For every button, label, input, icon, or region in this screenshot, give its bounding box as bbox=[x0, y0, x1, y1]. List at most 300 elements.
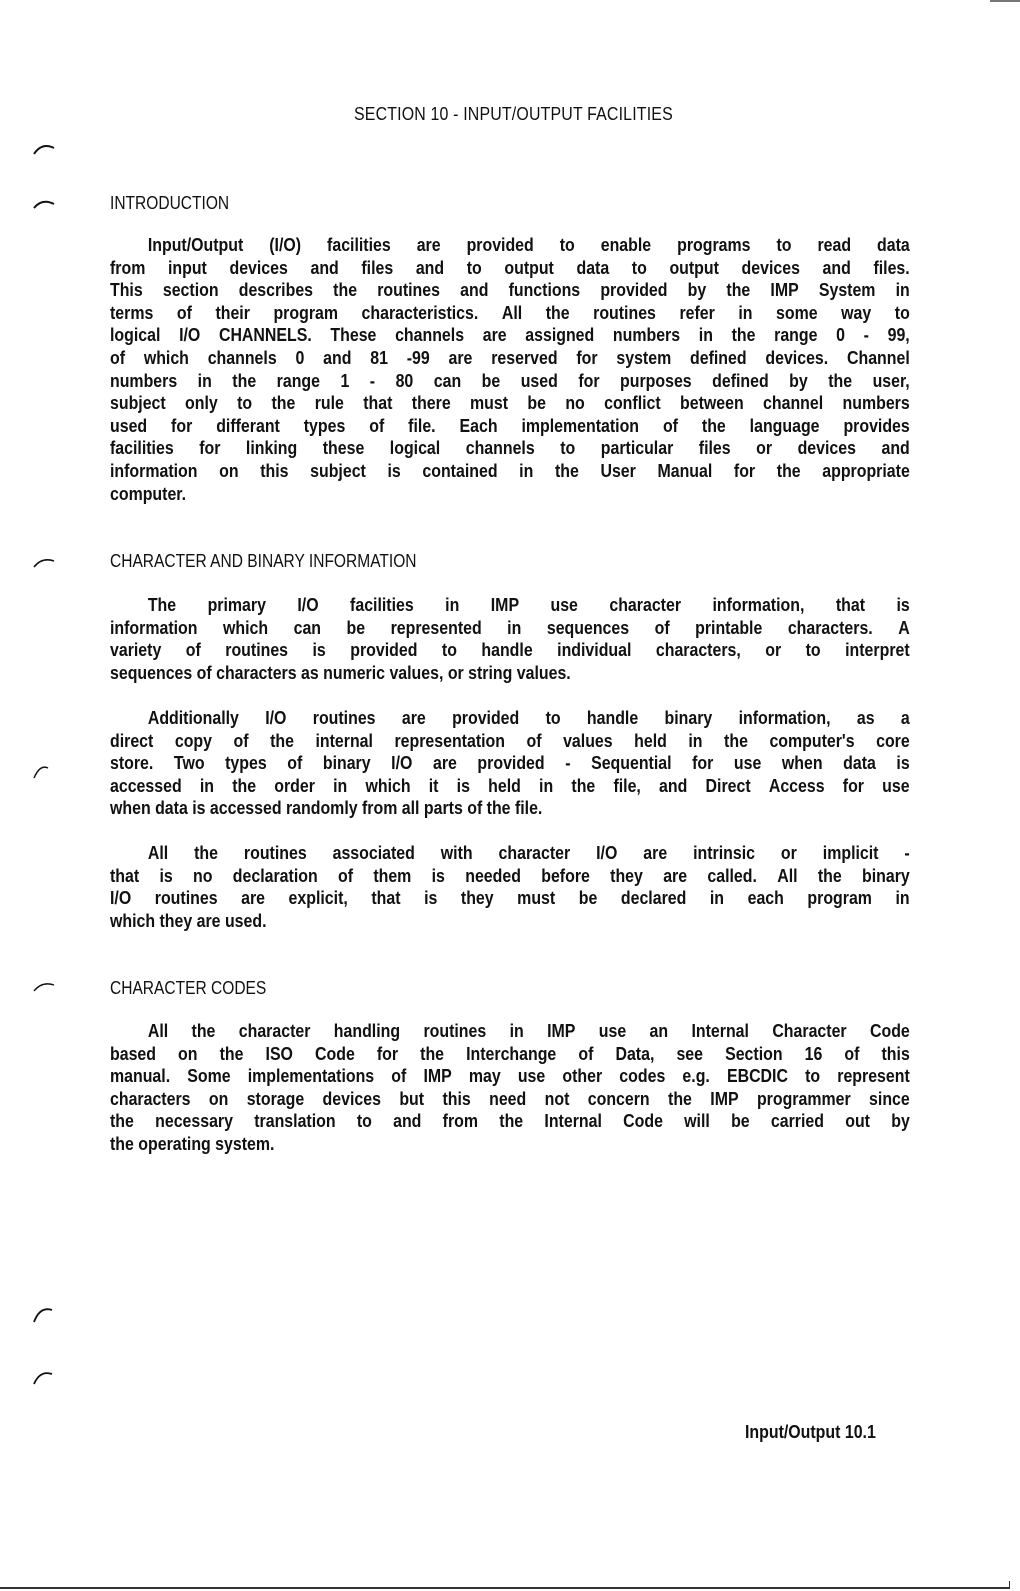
paragraph bbox=[110, 1020, 910, 1156]
word: System bbox=[818, 279, 876, 301]
word: that bbox=[110, 864, 140, 886]
word: All bbox=[777, 864, 798, 886]
word: program bbox=[807, 887, 872, 909]
word: 0 bbox=[836, 324, 845, 346]
word: program bbox=[273, 301, 339, 323]
text-line bbox=[110, 1043, 910, 1066]
word: - bbox=[863, 324, 869, 346]
word: associated bbox=[332, 842, 415, 863]
word: will bbox=[684, 1110, 710, 1132]
text-line bbox=[110, 842, 910, 865]
word: numbers bbox=[612, 324, 681, 346]
word: Each bbox=[459, 414, 498, 436]
word: are bbox=[416, 234, 441, 255]
word: between bbox=[680, 392, 744, 414]
word: since bbox=[869, 1087, 910, 1109]
word: numbers bbox=[842, 392, 910, 414]
word: or bbox=[756, 437, 773, 459]
word: the bbox=[571, 774, 596, 796]
word: Code bbox=[623, 1110, 663, 1132]
word: implementation bbox=[521, 414, 640, 436]
word: input bbox=[167, 256, 207, 278]
word: Section bbox=[725, 1042, 783, 1064]
word: individual bbox=[557, 639, 632, 661]
page-title: SECTION 10 - INPUT/OUTPUT FACILITIES bbox=[354, 103, 673, 124]
word: before bbox=[541, 864, 590, 886]
word: which bbox=[365, 774, 411, 796]
word: EBCDIC bbox=[726, 1065, 788, 1087]
word: I/O bbox=[391, 752, 413, 774]
word: 80 bbox=[395, 369, 414, 391]
word: by bbox=[891, 1110, 910, 1132]
word: IMP bbox=[547, 1020, 576, 1041]
word: to bbox=[631, 256, 647, 278]
word: them bbox=[373, 864, 412, 886]
word: from bbox=[110, 256, 146, 278]
word: and bbox=[310, 256, 339, 278]
word: some bbox=[776, 301, 818, 323]
word: channels bbox=[465, 437, 535, 459]
binder-hole-icon bbox=[32, 553, 56, 577]
word: to bbox=[805, 1065, 821, 1087]
word: the bbox=[726, 279, 751, 301]
word: the bbox=[701, 414, 726, 436]
word: differant bbox=[216, 414, 280, 436]
word: it bbox=[428, 774, 439, 796]
word: contained bbox=[422, 459, 498, 481]
word: particular bbox=[600, 437, 674, 459]
word: information, bbox=[712, 594, 805, 615]
word: routines bbox=[243, 842, 307, 863]
word: refer bbox=[679, 301, 715, 323]
word: appropriate bbox=[822, 459, 910, 481]
word: in bbox=[738, 301, 753, 323]
word: range bbox=[276, 369, 320, 391]
word: that bbox=[363, 392, 393, 414]
word: use bbox=[550, 594, 578, 615]
word: the bbox=[668, 1087, 692, 1109]
word: Data, bbox=[615, 1042, 655, 1064]
word: an bbox=[649, 1020, 669, 1041]
word: on bbox=[178, 1042, 198, 1064]
word: for bbox=[733, 459, 756, 481]
word: to bbox=[466, 256, 482, 278]
word: explicit, bbox=[288, 887, 348, 909]
word: 1 bbox=[340, 369, 350, 391]
text-line bbox=[110, 460, 910, 483]
word: and bbox=[323, 346, 352, 368]
word: internal bbox=[315, 729, 373, 751]
word: facilities bbox=[350, 594, 414, 615]
word: binary bbox=[664, 707, 713, 728]
word: Manual bbox=[657, 459, 713, 481]
word: for bbox=[376, 1042, 399, 1064]
text-line bbox=[110, 752, 910, 775]
page-footer: Input/Output 10.1 bbox=[745, 1421, 876, 1442]
word: declared bbox=[620, 887, 687, 909]
word: information, bbox=[738, 707, 831, 728]
word: be bbox=[481, 369, 501, 391]
word: codes bbox=[619, 1065, 666, 1087]
section-heading: CHARACTER AND BINARY INFORMATION bbox=[110, 550, 417, 571]
word: and bbox=[393, 1110, 422, 1132]
word: the bbox=[219, 1042, 244, 1064]
word: interpret bbox=[845, 639, 910, 661]
word: binary bbox=[862, 864, 910, 886]
word: types bbox=[303, 414, 346, 436]
word: - bbox=[904, 842, 910, 863]
word: characters, bbox=[655, 639, 741, 661]
binder-hole-icon bbox=[32, 196, 56, 220]
word: devices. bbox=[765, 346, 829, 368]
word: for bbox=[692, 752, 714, 774]
word: used bbox=[110, 414, 148, 436]
word: channel bbox=[763, 392, 824, 414]
word: in bbox=[333, 774, 348, 796]
section-heading: CHARACTER CODES bbox=[110, 977, 267, 998]
word: with bbox=[440, 842, 473, 863]
word: and bbox=[415, 256, 445, 278]
word: numbers bbox=[110, 369, 178, 391]
text-line bbox=[110, 324, 910, 347]
word: use bbox=[882, 774, 910, 796]
word: need bbox=[489, 1087, 527, 1109]
word: provided bbox=[466, 234, 534, 255]
word: of bbox=[578, 1042, 594, 1064]
word: intrinsic bbox=[693, 842, 755, 863]
word: use bbox=[733, 752, 762, 774]
word: are bbox=[241, 887, 265, 909]
word: character bbox=[498, 842, 571, 863]
word: the bbox=[333, 279, 358, 301]
word: for bbox=[171, 414, 193, 436]
text-line bbox=[110, 392, 910, 415]
word: Access bbox=[768, 774, 825, 796]
binder-hole-icon bbox=[32, 977, 56, 1001]
word: logical bbox=[110, 324, 161, 346]
word: handle bbox=[586, 707, 639, 728]
word: and bbox=[460, 279, 489, 301]
word: Channel bbox=[846, 346, 910, 368]
word: Direct bbox=[705, 774, 751, 796]
word: in bbox=[895, 887, 910, 909]
word: I/O bbox=[265, 707, 287, 728]
word: Internal bbox=[544, 1110, 602, 1132]
word: of bbox=[287, 752, 303, 774]
word: 0 bbox=[295, 346, 305, 368]
word: from bbox=[442, 1110, 479, 1132]
word: character bbox=[238, 1020, 311, 1041]
word: 99, bbox=[887, 324, 910, 346]
word: IMP bbox=[710, 1087, 739, 1109]
word: facilities bbox=[327, 234, 391, 255]
word: Code bbox=[315, 1042, 355, 1064]
word: provided bbox=[350, 639, 418, 661]
word: 81 bbox=[370, 346, 388, 368]
text-line bbox=[110, 347, 910, 370]
word: the bbox=[232, 774, 257, 796]
word: file. bbox=[408, 414, 436, 436]
word: they bbox=[460, 887, 494, 909]
word: accessed bbox=[110, 774, 182, 796]
word: by bbox=[687, 279, 707, 301]
word: to bbox=[441, 639, 457, 661]
word: -99 bbox=[406, 346, 430, 368]
word: 16 bbox=[804, 1042, 823, 1064]
word: use bbox=[598, 1020, 627, 1041]
word: be bbox=[578, 887, 598, 909]
word: for bbox=[578, 369, 600, 391]
word: sequences bbox=[546, 616, 630, 638]
word: describes bbox=[238, 279, 314, 301]
text-line bbox=[110, 639, 910, 662]
word: be bbox=[346, 616, 366, 638]
word: when bbox=[781, 752, 823, 774]
word: on bbox=[219, 459, 239, 481]
word: of bbox=[369, 414, 385, 436]
word: programs bbox=[677, 234, 751, 255]
word: implementations bbox=[247, 1065, 375, 1087]
word: files. bbox=[873, 256, 910, 278]
word: binary bbox=[322, 752, 371, 774]
word: terms bbox=[110, 301, 154, 323]
binder-hole-icon bbox=[32, 1368, 56, 1392]
word: carried bbox=[770, 1110, 824, 1132]
word: data bbox=[576, 256, 610, 278]
word: channels bbox=[395, 324, 465, 346]
word: Some bbox=[187, 1065, 231, 1087]
word: characters bbox=[110, 1087, 191, 1109]
word: are bbox=[401, 707, 426, 728]
word: only bbox=[185, 392, 218, 414]
word: A bbox=[898, 616, 910, 638]
word: for bbox=[576, 346, 598, 368]
word: out bbox=[845, 1110, 870, 1132]
word: is bbox=[312, 639, 326, 661]
text-line bbox=[110, 234, 910, 257]
word: may bbox=[468, 1065, 501, 1087]
word: see bbox=[676, 1042, 704, 1064]
word: in bbox=[199, 774, 215, 796]
text-line: sequences of characters as numeric values, or string values. bbox=[110, 661, 571, 683]
word: in bbox=[709, 887, 725, 909]
word: the bbox=[731, 324, 756, 346]
word: is bbox=[431, 864, 445, 886]
word: - bbox=[565, 752, 571, 774]
word: the bbox=[828, 369, 853, 391]
word: User bbox=[600, 459, 636, 481]
word: for bbox=[199, 437, 221, 459]
word: must bbox=[470, 392, 509, 414]
word: I/O bbox=[179, 324, 201, 346]
word: are bbox=[643, 842, 668, 863]
word: no bbox=[193, 864, 213, 886]
word: (I/O) bbox=[269, 234, 302, 255]
word: which bbox=[143, 346, 189, 368]
word: devices bbox=[322, 1087, 381, 1109]
word: this bbox=[260, 459, 289, 481]
word: for bbox=[842, 774, 864, 796]
word: data bbox=[843, 752, 876, 774]
word: handle bbox=[481, 639, 533, 661]
text-line bbox=[110, 437, 910, 460]
word: of bbox=[391, 1065, 407, 1087]
word: the bbox=[271, 392, 296, 414]
text-line bbox=[110, 594, 910, 617]
word: routines bbox=[312, 707, 376, 728]
word: called. bbox=[707, 864, 757, 886]
word: devices bbox=[741, 256, 800, 278]
word: represent bbox=[837, 1065, 910, 1087]
word: routines bbox=[423, 1020, 487, 1041]
word: order bbox=[274, 774, 315, 796]
word: use bbox=[517, 1065, 546, 1087]
word: to bbox=[559, 234, 575, 255]
word: and bbox=[881, 437, 910, 459]
word: are bbox=[663, 864, 688, 886]
word: I/O bbox=[110, 887, 132, 909]
word: represented bbox=[390, 616, 482, 638]
word: of bbox=[844, 1042, 860, 1064]
paragraph bbox=[110, 594, 910, 684]
word: the bbox=[554, 459, 579, 481]
word: be bbox=[527, 392, 546, 414]
word: output bbox=[669, 256, 719, 278]
word: channels bbox=[207, 346, 277, 368]
word: of bbox=[176, 301, 192, 323]
word: the bbox=[776, 459, 801, 481]
word: the bbox=[270, 729, 294, 751]
word: user, bbox=[872, 369, 910, 391]
word: on bbox=[208, 1087, 229, 1109]
text-line: which they are used. bbox=[110, 909, 267, 931]
word: the bbox=[545, 301, 570, 323]
word: used bbox=[520, 369, 558, 391]
word: held bbox=[488, 774, 521, 796]
word: direct bbox=[110, 729, 154, 751]
word: subject bbox=[310, 459, 366, 481]
word: in bbox=[509, 1020, 524, 1041]
word: logical bbox=[389, 437, 441, 459]
word: range bbox=[774, 324, 818, 346]
word: enable bbox=[600, 234, 652, 255]
word: in bbox=[688, 729, 703, 751]
text-line bbox=[110, 1110, 910, 1133]
word: Character bbox=[772, 1020, 847, 1041]
word: is bbox=[424, 887, 438, 909]
word: but bbox=[399, 1087, 425, 1109]
word: primary bbox=[207, 594, 266, 615]
word: reserved bbox=[491, 346, 558, 368]
text-line bbox=[110, 775, 910, 798]
word: of bbox=[662, 414, 678, 436]
scan-edge-top bbox=[990, 0, 1020, 2]
word: core bbox=[876, 729, 910, 751]
word: must bbox=[517, 887, 556, 909]
text-line bbox=[110, 865, 910, 888]
word: Code bbox=[869, 1020, 910, 1041]
word: in bbox=[197, 369, 212, 391]
word: to bbox=[237, 392, 253, 414]
word: provides bbox=[843, 414, 910, 436]
word: Internal bbox=[691, 1020, 749, 1041]
word: representation bbox=[394, 729, 505, 751]
word: be bbox=[731, 1110, 750, 1132]
word: character bbox=[609, 594, 682, 615]
paragraph bbox=[110, 234, 910, 505]
word: of bbox=[654, 616, 670, 638]
word: routines bbox=[225, 639, 289, 661]
word: characters. bbox=[787, 616, 873, 638]
word: there bbox=[411, 392, 451, 414]
word: assigned bbox=[525, 324, 595, 346]
word: of bbox=[337, 864, 354, 886]
paragraph bbox=[110, 707, 910, 820]
word: IMP bbox=[490, 594, 520, 615]
word: e.g. bbox=[682, 1065, 710, 1087]
word: to bbox=[356, 1110, 372, 1132]
word: or bbox=[780, 842, 797, 863]
word: This bbox=[110, 279, 143, 301]
text-line bbox=[110, 730, 910, 753]
word: defined bbox=[712, 369, 769, 391]
word: provided bbox=[477, 752, 545, 774]
text-line bbox=[110, 1065, 910, 1088]
word: necessary bbox=[155, 1110, 233, 1132]
word: in bbox=[698, 324, 713, 346]
word: read bbox=[817, 234, 852, 255]
word: - bbox=[369, 369, 376, 391]
word: copy bbox=[174, 729, 213, 751]
word: to bbox=[545, 707, 561, 728]
word: of bbox=[526, 729, 542, 751]
word: language bbox=[749, 414, 820, 436]
word: file, bbox=[613, 774, 641, 796]
word: computer's bbox=[769, 729, 855, 751]
word: of bbox=[233, 729, 249, 751]
word: the bbox=[499, 1110, 524, 1132]
word: translation bbox=[254, 1110, 336, 1132]
paragraph bbox=[110, 842, 910, 932]
word: the bbox=[191, 1020, 216, 1041]
word: is bbox=[896, 752, 910, 774]
word: no bbox=[565, 392, 585, 414]
word: Additionally bbox=[147, 707, 239, 728]
word: manual. bbox=[110, 1065, 171, 1087]
word: that bbox=[835, 594, 865, 615]
word: purposes bbox=[620, 369, 692, 391]
text-line bbox=[110, 707, 910, 730]
text-line bbox=[110, 302, 910, 325]
word: in bbox=[519, 459, 534, 481]
word: files bbox=[361, 256, 394, 278]
word: ISO bbox=[265, 1042, 293, 1064]
word: in bbox=[445, 594, 460, 615]
word: I/O bbox=[596, 842, 618, 863]
word: or bbox=[765, 639, 782, 661]
word: routines bbox=[377, 279, 440, 301]
scan-edge-bottom bbox=[0, 1587, 1010, 1589]
word: section bbox=[162, 279, 219, 301]
word: storage bbox=[246, 1087, 305, 1109]
word: All bbox=[147, 1020, 169, 1041]
word: implicit bbox=[822, 842, 879, 863]
word: which bbox=[223, 616, 269, 638]
word: All bbox=[501, 301, 523, 323]
word: facilities bbox=[110, 437, 174, 459]
word: values bbox=[563, 729, 613, 751]
word: system bbox=[616, 346, 672, 368]
